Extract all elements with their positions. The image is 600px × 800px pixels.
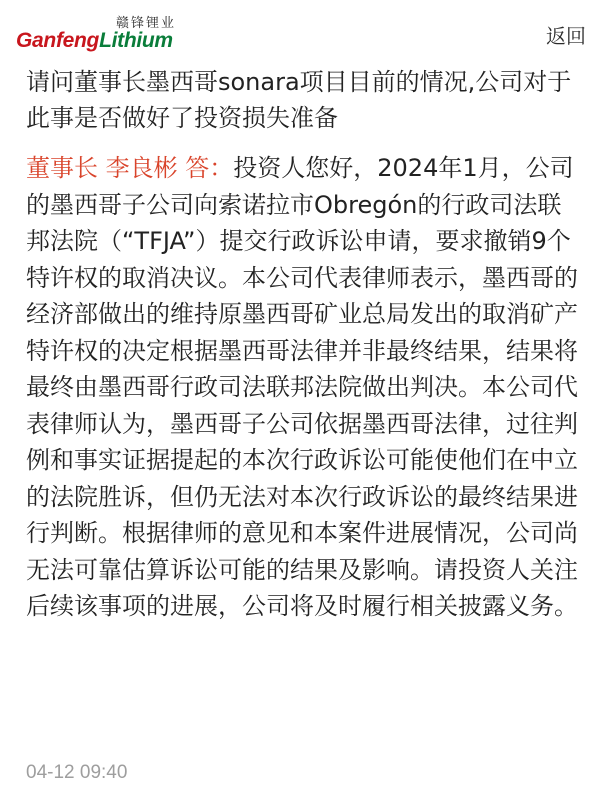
logo-english-part2: Lithium — [99, 29, 173, 52]
back-button[interactable]: 返回 — [546, 24, 586, 48]
post-timestamp: 04-12 09:40 — [26, 762, 128, 783]
qa-content — [26, 64, 582, 625]
header-bar — [0, 0, 600, 68]
company-answer — [26, 150, 582, 625]
answer-responder-label: 董事长 李良彬 答： — [26, 154, 234, 182]
logo-english-part1: Ganfeng — [16, 29, 100, 52]
logo-english-name — [16, 29, 173, 53]
ganfeng-lithium-logo — [16, 12, 206, 60]
logo-chinese-name: 赣锋锂业 — [116, 16, 177, 31]
answer-text: 投资人您好，2024年1月，公司的墨西哥子公司向索诺拉市Obregón的行政司法联邦法院（“TFJA”）提交行政诉讼申请，要求撤销9个特许权的取消决议。本公司代表律师表示，墨西哥的经济部做出的维持原墨西哥矿业总局发出的取消矿产特许权的决定根据墨西哥法律并非最终结果，结果将最终由墨西哥行政司法联邦法院做出判决。本公司代表律师认为，墨西哥子公司依据墨西哥法律，过往判例和事实证据提起的本次行政诉讼可能使他们在中立的法院胜诉，但仍无法对本次行政诉讼的最终结果进行判断。根据律师的意见和本案件进展情况，公司尚无法可靠估算诉讼可能的结果及影响。请投资人关注后续该事项的进展，公司将及时履行相关披露义务。 — [26, 154, 578, 620]
investor-question: 请问董事长墨西哥sonara项目目前的情况,公司对于此事是否做好了投资损失准备 — [26, 68, 572, 132]
